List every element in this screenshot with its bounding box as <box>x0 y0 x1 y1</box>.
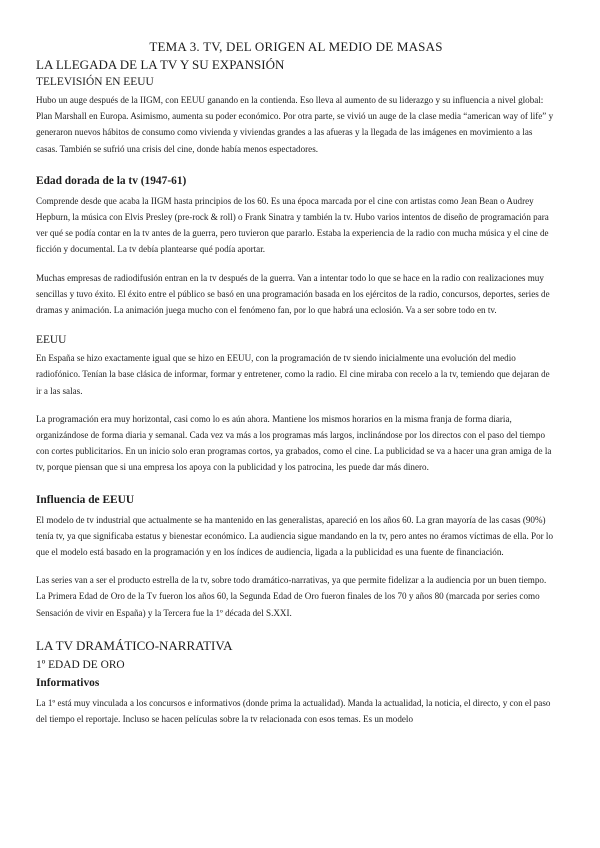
paragraph-3: Muchas empresas de radiodifusión entran en la tv después de la guerra. Van a intentar todo lo que se hace en la radio con realizaciones muy sencillas y tuvo éxito. El éxito entre el público se basó en una programación basada en los ejércitos de la radio, concursos, deportes, series de dramas y animación. La animación juega mucho con el fenómeno fan, por lo que habrá una eclosión. Va a ser sobre todo en tv. <box>36 272 550 316</box>
heading-llegada-tv: LA LLEGADA DE LA TV Y SU EXPANSIÓN <box>36 57 285 72</box>
heading-eeuu: EEUU <box>36 334 67 347</box>
paragraph-8: La 1º está muy vinculada a los concursos e informativos (donde prima la actualidad). Manda la actualidad, la noticia, el directo, y con el paso del tiempo el reportaje. Incluso se hacen películas sobre la tv relacionada con esos temas. Es un modelo <box>36 697 551 725</box>
paragraph-7: Las series van a ser el producto estrella de la tv, sobre todo dramático-narrativas, ya que permite fidelizar a la audiencia por un buen tiempo. La Primera Edad de Oro de la Tv fueron los años 60, la Segunda Edad de Oro fueron finales de los 70 y años 80 (marcada por series como Sensación de vivir en España) y la Tercera fue la 1º década del S.XXI. <box>36 575 547 618</box>
paragraph-2: Comprende desde que acaba la IIGM hasta principios de los 60. Es una época marcada por el cine con artistas como Jean Bean o Audrey Hepburn, la música con Elvis Presley (pre-rock & roll) o Frank Sinatra y también la tv. Hubo varios intentos de diseño de programación para ver qué se podía contar en la tv antes de la guerra, pero tuvieron que pararlo. Estaba la experiencia de la radio con mucha música y el cine de ficción y documental. La tv debía plantearse qué podía aportar. <box>36 195 549 255</box>
paragraph-5: La programación era muy horizontal, casi como lo es aún ahora. Mantiene los mismos horarios en la misma franja de forma diaria, organizándose de forma diaria y semanal. Cada vez va más a los programas más largos, inclinándose por los directos con el paso del tiempo con cortes publicitarios. En un inicio solo eran programas cortos, ya grabados, como el cine. La publicidad se va a hacer una gran amiga de la tv, porque piensan que si una empresa los apoya con la publicidad y los patrocina, les puede dar más dinero. <box>36 413 552 473</box>
paragraph-4: En España se hizo exactamente igual que se hizo en EEUU, con la programación de tv siendo inicialmente una evolución del medio radiofónico. Tenían la base clásica de informar, formar y entretener, como la radio. El cine miraba con recelo a la tv, temiendo que dejaran de ir a las salas. <box>36 353 550 396</box>
heading-television-eeuu: TELEVISIÓN EN EEUU <box>36 76 154 88</box>
paragraph-1: Hubo un auge después de la IIGM, con EEUU ganando en la contienda. Eso lleva al aumento de su liderazgo y su influencia a nivel global: Plan Marshall en Europa. Asimismo, aumenta su poder económico. Por otra parte, se vivió un auge de la clase media “american way of life” y generaron nuevos hábitos de consumo como vivienda y viviendas grandes a las afueras y la llegada de las imágenes en movimiento a las casas. También se sufrió una crisis del cine, donde había menos espectadores. <box>36 95 554 154</box>
document-title: TEMA 3. TV, DEL ORIGEN AL MEDIO DE MASAS <box>149 39 443 54</box>
heading-influencia-eeuu: Influencia de EEUU <box>36 493 135 506</box>
heading-edad-dorada: Edad dorada de la tv (1947-61) <box>36 174 187 187</box>
heading-tv-dramatico-narrativa: LA TV DRAMÁTICO-NARRATIVA <box>36 637 233 653</box>
heading-1-edad-de-oro: 1º EDAD DE ORO <box>36 658 125 671</box>
paragraph-6: El modelo de tv industrial que actualmente se ha mantenido en las generalistas, apareció en los años 60. La gran mayoría de las casas (90%) tenía tv, ya que significaba estatus y bienestar económico. La audiencia sigue mandando en la tv, pero antes no éramos víctimas de ella. Por lo que el modelo está basado en la programación y en los índices de audiencia, ligada a la publicidad es una fuente de financiación. <box>36 514 553 558</box>
heading-informativos: Informativos <box>36 676 100 689</box>
